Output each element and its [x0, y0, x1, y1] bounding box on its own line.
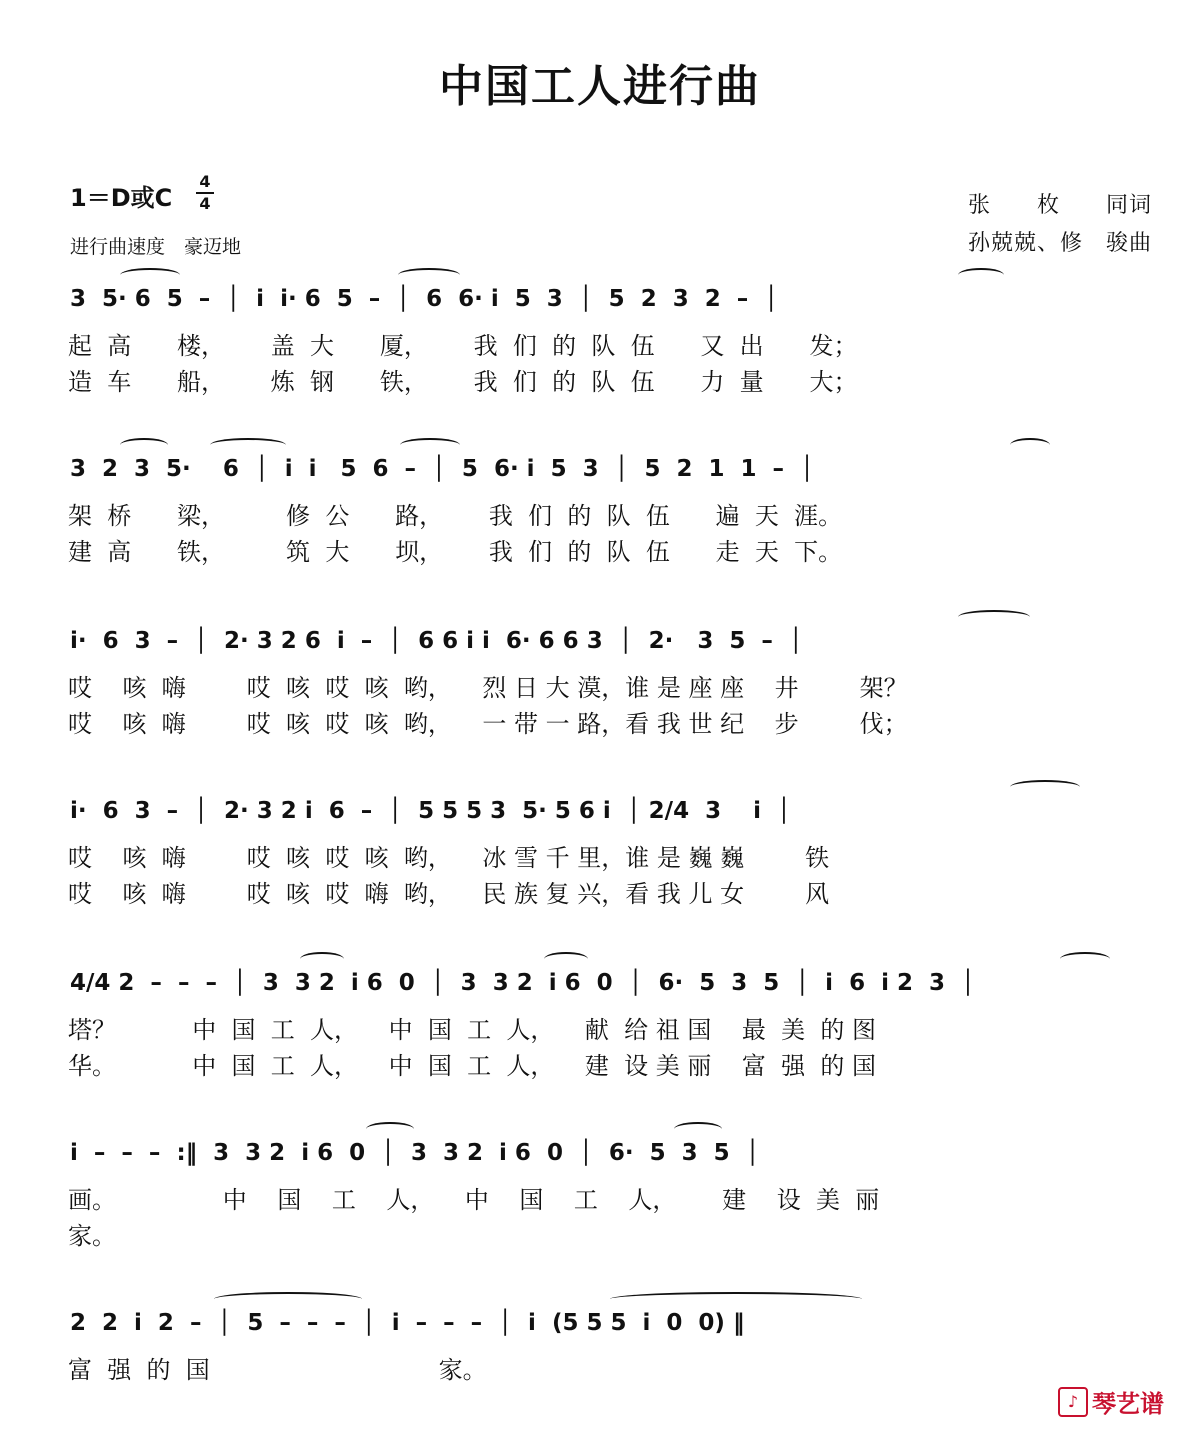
notation-line: i – – – :‖ 3 3 2 i 6 0 │ 3 3 2 i 6 0 │ 6· 5 3 5 │ — [70, 1140, 760, 1166]
watermark-text: 琴艺谱 — [1092, 1390, 1164, 1418]
lyricist-credit: 张 枚 同词 — [967, 193, 1152, 218]
composer-credit: 孙兢兢、修 骏曲 — [967, 231, 1152, 256]
slur — [958, 268, 1004, 282]
lyric-verse-1: 架 桥 梁， 修 公 路， 我 们 的 队 伍 遍 天 涯。 — [68, 502, 843, 530]
notation-line: i· 6 3 – │ 2· 3 2 6 i – │ 6 6 i i 6· 6 6 3 │ 2· 3 5 – │ — [70, 628, 803, 654]
slur — [544, 952, 588, 966]
lyric-verse-2: 华。 中 国 工 人， 中 国 工 人， 建 设 美 丽 富 强 的 国 — [68, 1052, 877, 1080]
slur — [120, 438, 168, 452]
tempo-marking: 进行曲速度 豪迈地 — [70, 236, 242, 258]
notation-line: 4/4 2 – – – │ 3 3 2 i 6 0 │ 3 3 2 i 6 0 │ 6· 5 3 5 │ i 6 i 2 3 │ — [70, 970, 975, 996]
lyric-verse-1: 哎 咳 嗨 哎 咳 哎 咳 哟， 烈 日 大 漠，谁 是 座 座 井 架？ — [68, 674, 908, 702]
lyric-verse-1: 哎 咳 嗨 哎 咳 哎 咳 哟， 冰 雪 千 里，谁 是 巍 巍 铁 — [68, 844, 830, 872]
lyric-verse-2: 哎 咳 嗨 哎 咳 哎 咳 哟， 一 带 一 路，看 我 世 纪 步 伐； — [68, 710, 908, 738]
slur — [1010, 780, 1080, 794]
slur — [210, 438, 286, 452]
time-signature — [196, 172, 214, 214]
lyric-verse-2: 哎 咳 嗨 哎 咳 哎 嗨 哟， 民 族 复 兴，看 我 儿 女 风 — [68, 880, 830, 908]
slur — [300, 952, 344, 966]
slur — [1060, 952, 1110, 966]
notation-line: 2 2 i 2 – │ 5 – – – │ i – – – │ i (5 5 5 i 0 0) ‖ — [70, 1310, 745, 1336]
lyric-verse-1: 塔？ 中 国 工 人， 中 国 工 人， 献 给 祖 国 最 美 的 图 — [68, 1016, 877, 1044]
slur — [674, 1122, 722, 1136]
lyric-verse-1: 起 高 楼， 盖 大 厦， 我 们 的 队 伍 又 出 发； — [68, 332, 858, 360]
lyric-verse-2: 家。 — [68, 1222, 116, 1250]
slur — [1010, 438, 1050, 452]
time-denominator: 4 — [199, 194, 211, 213]
notation-line: i· 6 3 – │ 2· 3 2 i 6 – │ 5 5 5 3 5· 5 6 i │ 2/4 3 i │ — [70, 798, 791, 824]
time-numerator: 4 — [199, 172, 211, 191]
lyric-verse-1: 富 强 的 国 家。 — [68, 1356, 487, 1384]
notation-line: 3 2 3 5· 6 │ i i 5 6 – │ 5 6· i 5 3 │ 5 2 1 1 – │ — [70, 456, 814, 482]
slur — [398, 268, 460, 282]
slur — [958, 610, 1030, 624]
page-title: 中国工人进行曲 — [439, 61, 761, 112]
lyric-verse-2: 建 高 铁， 筑 大 坝， 我 们 的 队 伍 走 天 下。 — [68, 538, 843, 566]
logo-mark-icon: ♪ — [1058, 1387, 1088, 1417]
slur — [610, 1292, 862, 1306]
key-signature: 1＝D或C — [70, 184, 173, 212]
lyric-verse-2: 造 车 船， 炼 钢 铁， 我 们 的 队 伍 力 量 大； — [68, 368, 858, 396]
slur — [214, 1292, 362, 1306]
lyric-verse-1: 画。 中 国 工 人， 中 国 工 人， 建 设 美 丽 — [68, 1186, 880, 1214]
slur — [120, 268, 180, 282]
slur — [400, 438, 460, 452]
notation-line: 3 5· 6 5 – │ i i· 6 5 – │ 6 6· i 5 3 │ 5 2 3 2 – │ — [70, 286, 779, 312]
slur — [366, 1122, 414, 1136]
site-logo — [1058, 1384, 1164, 1419]
